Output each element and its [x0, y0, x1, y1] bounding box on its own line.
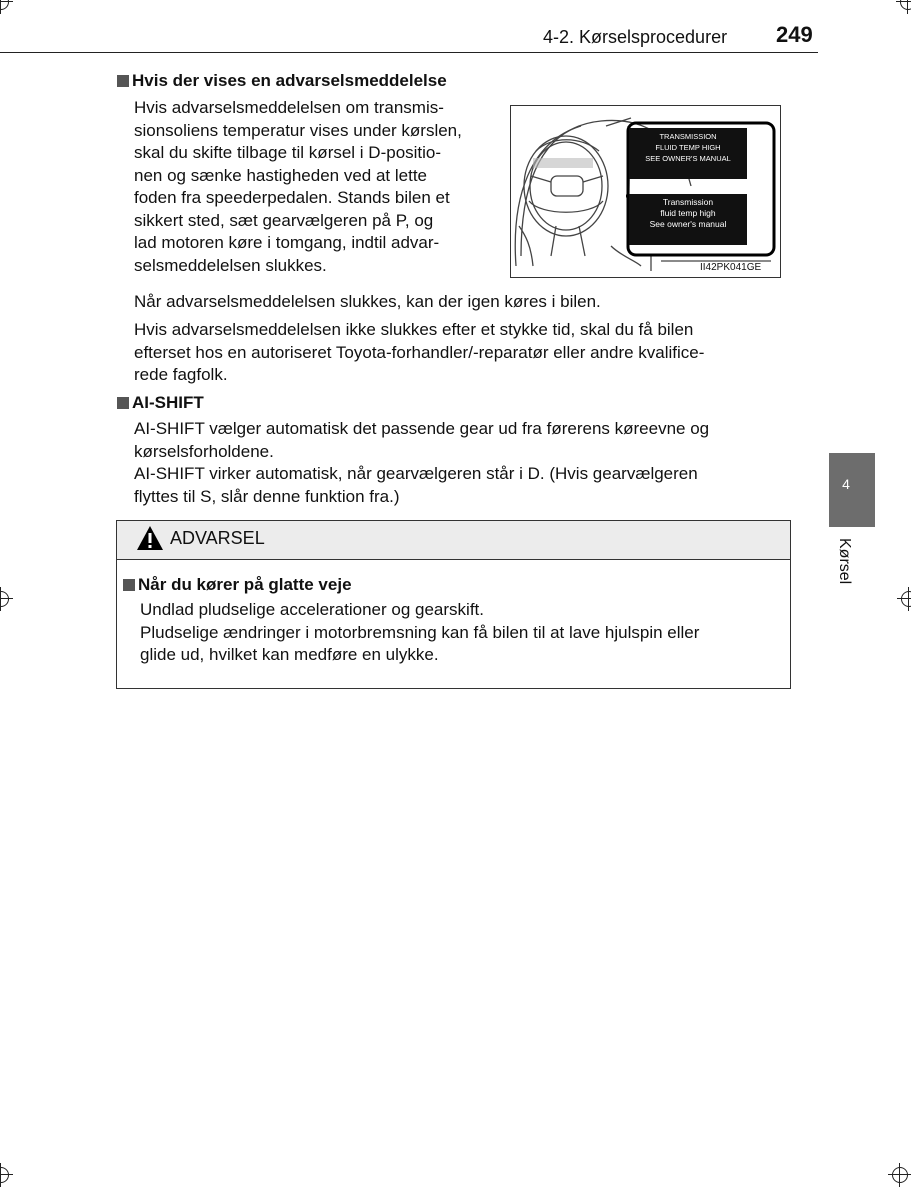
intro-line: skal du skifte tilbage til kørsel i D-positio-: [134, 143, 442, 162]
registration-mark-bottom-left: [0, 1163, 13, 1187]
panel-line: Transmission: [662, 197, 714, 207]
chapter-tab-label: Kørsel: [836, 538, 853, 585]
paragraph-line: AI-SHIFT vælger automatisk det passende gear ud fra førerens køreevne og: [134, 419, 710, 438]
warning-text: [140, 599, 785, 667]
registration-mark-top-left: [0, 0, 13, 14]
paragraph-line: efterset hos en autoriseret Toyota-forhandler/-reparatør eller andre kvalifice-: [134, 342, 705, 362]
intro-line: nen og sænke hastigheden ved at lette: [134, 165, 427, 185]
warning-triangle-icon: [136, 525, 164, 551]
section-title: 4-2. Kørselsprocedurer: [543, 27, 728, 47]
intro-line: selsmeddelelsen slukkes.: [134, 255, 327, 275]
square-bullet-icon: [117, 397, 129, 409]
intro-paragraph: [134, 97, 488, 277]
warning-line: Pludselige ændringer i motorbremsning kan få bilen til at lave hjulspin eller: [140, 622, 700, 642]
paragraph-line: rede fagfolk.: [134, 365, 228, 384]
warning-panel-uppercase: [629, 128, 747, 179]
panel-line: TRANSMISSION: [659, 132, 717, 141]
warning-line: Undlad pludselige accelerationer og gearskift.: [140, 600, 484, 619]
header-divider: [0, 52, 818, 53]
panel-line: FLUID TEMP HIGH: [655, 143, 721, 152]
panel-line: fluid temp high: [660, 208, 716, 218]
panel-line: See owner's manual: [649, 219, 727, 229]
section-heading-text: AI-SHIFT: [132, 393, 204, 412]
warning-label: ADVARSEL: [170, 528, 265, 548]
figure-code: II42PK041GE: [700, 262, 762, 273]
intro-line: sikkert sted, sæt gearvælgeren på P, og: [134, 210, 434, 230]
chapter-tab-number: 4: [842, 476, 850, 492]
square-bullet-icon: [117, 75, 129, 87]
paragraph-line: AI-SHIFT virker automatisk, når gearvælgeren står i D. (Hvis gearvælgeren: [134, 464, 698, 483]
intro-line: lad motoren køre i tomgang, indtil advar-: [134, 233, 440, 252]
section-heading-warning-message: [117, 71, 447, 91]
page-number: 249: [776, 22, 813, 47]
registration-mark-top-right: [896, 0, 911, 14]
registration-mark-mid-right: [897, 587, 911, 611]
paragraph-line: Hvis advarselsmeddelelsen ikke slukkes efter et stykke tid, skal du få bilen: [134, 320, 694, 339]
warning-subheading: [123, 575, 352, 595]
paragraph-message-persists: [134, 319, 784, 387]
paragraph-line: kørselsforholdene.: [134, 441, 274, 461]
intro-line: foden fra speederpedalen. Stands bilen et: [134, 188, 450, 207]
section-heading-ai-shift: [117, 393, 204, 413]
intro-line: sionsoliens temperatur vises under kørslen,: [134, 120, 462, 140]
paragraph-message-off: Når advarselsmeddelelsen slukkes, kan der igen køres i bilen.: [134, 292, 601, 311]
registration-mark-mid-left: [0, 587, 13, 611]
ai-shift-paragraph: [134, 418, 789, 508]
section-heading-text: Hvis der vises en advarselsmeddelelse: [132, 71, 447, 90]
intro-line: Hvis advarselsmeddelelsen om transmis-: [134, 98, 444, 117]
square-bullet-icon: [123, 579, 135, 591]
panel-line: SEE OWNER'S MANUAL: [645, 154, 731, 163]
registration-mark-bottom-right: [888, 1163, 911, 1187]
warning-line: glide ud, hvilket kan medføre en ulykke.: [140, 645, 439, 664]
paragraph-line: flyttes til S, slår denne funktion fra.): [134, 486, 400, 506]
warning-panel-mixedcase: [629, 194, 747, 245]
warning-subheading-text: Når du kører på glatte veje: [138, 575, 352, 594]
